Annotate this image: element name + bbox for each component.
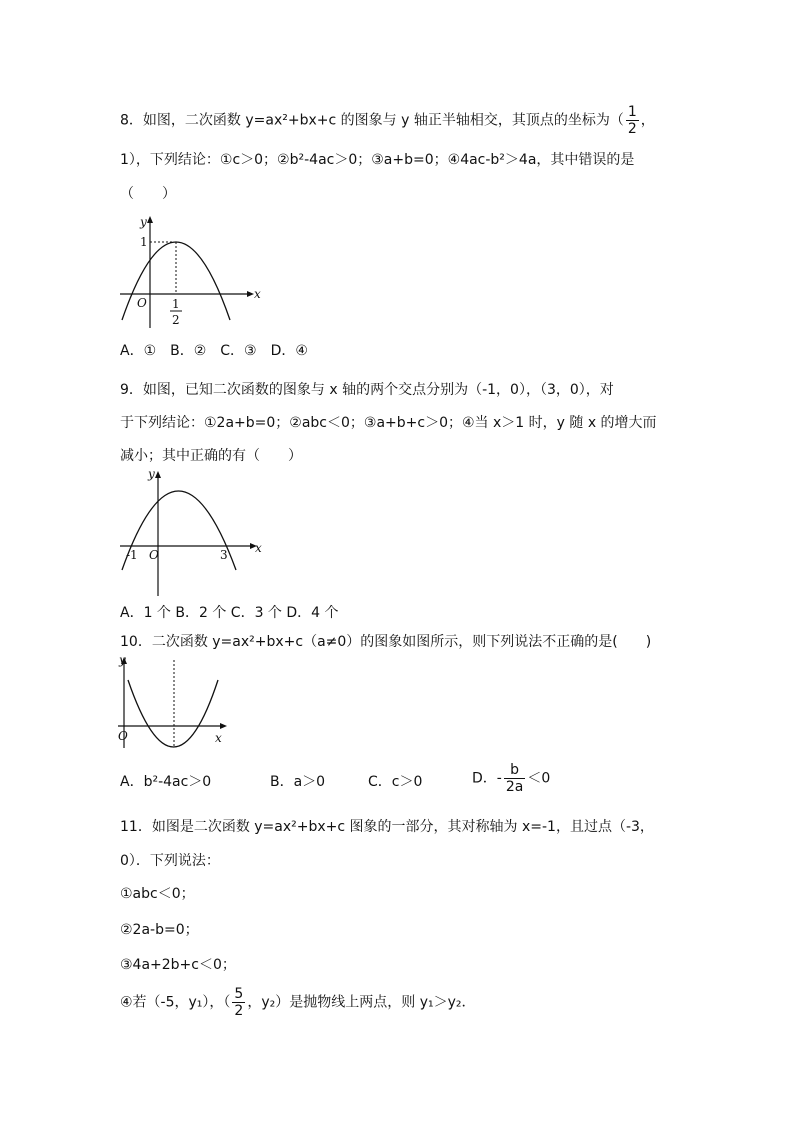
q8-x-label: x: [254, 287, 261, 301]
q10-option-a: A．b²-4ac＞0: [120, 774, 212, 790]
q11-statement-2: ②2a-b=0；: [120, 922, 199, 938]
q11-statement-4-denominator: 2: [234, 1003, 244, 1019]
q9-line-1: 9．如图，已知二次函数的图象与 x 轴的两个交点分别为（-1，0），（3，0），对: [120, 382, 614, 398]
q11-statement-4-fraction: [232, 986, 245, 1019]
q11-statement-1: ①abc＜0；: [120, 886, 195, 902]
q8-y-label: y: [140, 215, 147, 229]
q8-line-2: 1），下列结论：①c＞0；②b²-4ac＞0；③a+b=0；④4ac-b²＞4a，其中错误的是: [120, 152, 635, 168]
q10-option-d-fraction: [504, 762, 526, 795]
q10-option-d-denominator: 2a: [505, 779, 524, 795]
q8-origin-label: O: [137, 296, 147, 310]
q10-line-1: 10．二次函数 y=ax²+bx+c（a≠0）的图象如图所示，则下列说法不正确的是( ): [120, 634, 652, 650]
q11-statement-4: [120, 986, 476, 1019]
q11-statement-4-prefix: ④若（-5，y₁），（: [120, 994, 231, 1011]
q8-y-arrow-icon: [147, 216, 153, 223]
q11-statement-4-suffix: ，y₂）是抛物线上两点，则 y₁＞y₂．: [247, 994, 476, 1011]
q10-y-label: y: [119, 653, 126, 667]
q8-vertex-numerator: 1: [627, 104, 637, 120]
q9-y-label: y: [148, 467, 155, 481]
q10-option-d-suffix: ＜0: [527, 770, 551, 787]
q9-line-2: 于下列结论：①2a+b=0；②abc＜0；③a+b+c＞0；④当 x＞1 时，y 随 x 的增大而: [120, 415, 657, 431]
q10-parabola-curve: [128, 680, 218, 747]
q10-origin-label: O: [118, 729, 128, 743]
q8-half-numerator: 1: [172, 297, 180, 311]
q8-parabola-figure: [116, 212, 266, 332]
q8-line-1: [120, 104, 655, 137]
q9-x-label: x: [255, 541, 262, 555]
q10-option-d-numerator: b: [510, 762, 520, 778]
q10-parabola-figure: [116, 652, 236, 752]
q9-options: A．1 个 B．2 个 C．3 个 D．4 个: [120, 605, 339, 621]
q11-statement-4-numerator: 5: [234, 986, 244, 1002]
q8-text-1-end: ，: [640, 112, 655, 129]
q10-option-c: C．c＞0: [368, 774, 423, 790]
q10-x-label: x: [215, 731, 222, 745]
q9-origin-label: O: [149, 548, 159, 562]
q10-x-arrow-icon: [220, 723, 227, 729]
q9-y-arrow-icon: [155, 471, 161, 478]
q10-option-d-prefix: D．-: [472, 770, 502, 787]
q11-line-2: 0）．下列说法：: [120, 853, 220, 869]
q8-vertex-denominator: 2: [627, 121, 637, 137]
q8-vertex-fraction: [626, 104, 639, 137]
q8-one-label: 1: [140, 235, 148, 249]
q9-three-label: 3: [220, 548, 228, 562]
q8-options: A．① B．② C．③ D．④: [120, 343, 308, 359]
q11-line-1: 11．如图是二次函数 y=ax²+bx+c 图象的一部分，其对称轴为 x=-1，且过点（-3，: [120, 819, 654, 835]
q9-parabola-figure: [116, 466, 266, 600]
q8-half-denominator: 2: [172, 313, 180, 327]
q9-neg1-label: -1: [126, 548, 138, 562]
q10-option-b: B．a＞0: [270, 774, 326, 790]
q10-options: [120, 762, 580, 798]
q10-option-d: [472, 762, 550, 795]
q8-line-3: （ ）: [120, 186, 176, 202]
q9-parabola-curve: [122, 491, 236, 570]
q8-x-arrow-icon: [247, 291, 254, 297]
q11-statement-3: ③4a+2b+c＜0；: [120, 957, 236, 973]
q9-line-3: 减小；其中正确的有（ ）: [120, 448, 302, 464]
q8-text-1: 8．如图，二次函数 y=ax²+bx+c 的图象与 y 轴正半轴相交，其顶点的坐标为（: [120, 112, 624, 129]
